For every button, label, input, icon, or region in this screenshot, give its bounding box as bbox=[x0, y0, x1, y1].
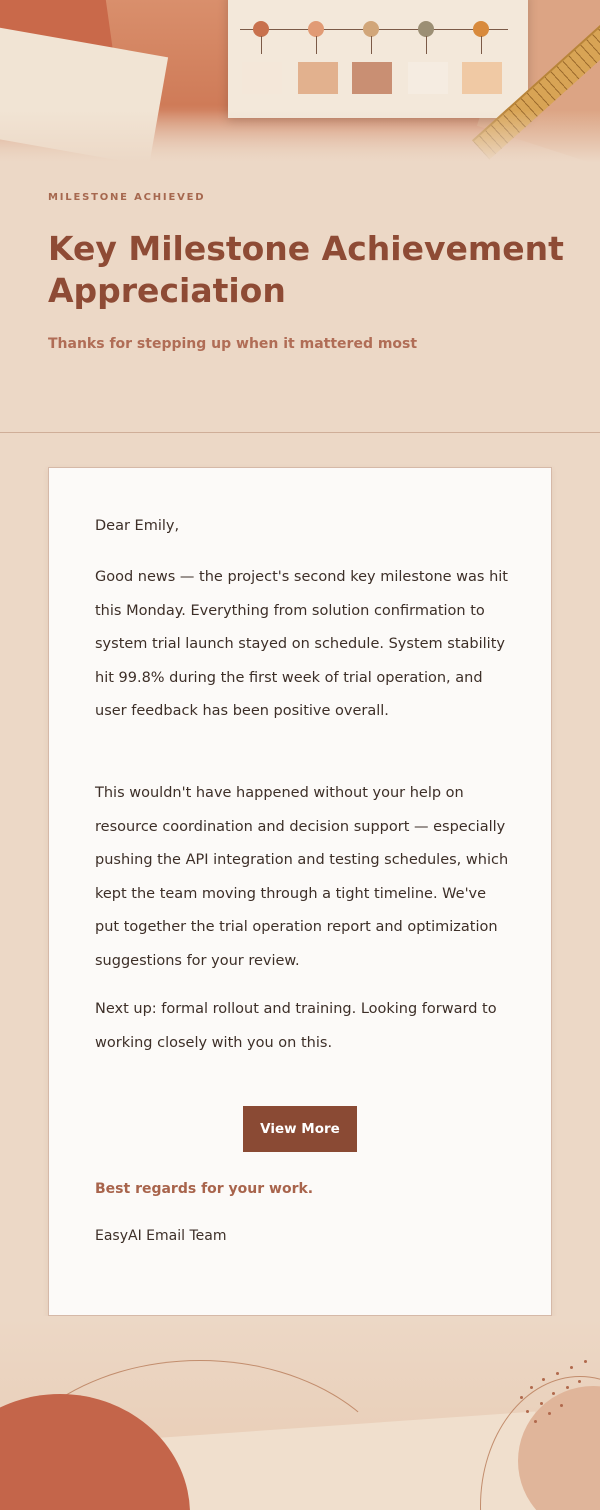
decorative-speck bbox=[566, 1386, 569, 1389]
page-subtitle: Thanks for stepping up when it mattered most bbox=[48, 336, 418, 352]
decorative-speck bbox=[530, 1386, 533, 1389]
timeline-dot bbox=[253, 21, 269, 37]
header-illustration bbox=[0, 0, 600, 175]
body-paragraph: This wouldn't have happened without your help on resource coordination and decision support — especially pushing the API integration and testing schedules, which kept the team moving through a tight timeline. We've put together the trial operation report and optimization suggestions for your review. bbox=[95, 785, 509, 969]
greeting: Dear Emily, bbox=[95, 518, 180, 534]
timeline-stem bbox=[316, 36, 317, 54]
color-swatch bbox=[462, 62, 502, 94]
timeline-stem bbox=[426, 36, 427, 54]
timeline-stem bbox=[481, 36, 482, 54]
decorative-speck bbox=[520, 1396, 523, 1399]
decorative-speck bbox=[534, 1420, 537, 1423]
decorative-speck bbox=[526, 1410, 529, 1413]
body-paragraph: Good news — the project's second key milestone was hit this Monday. Everything from solution confirmation to system trial launch stayed on schedule. System stability hit 99.8% during the first week of trial operation, and user feedback has been positive overall. bbox=[95, 569, 508, 719]
timeline-dot bbox=[308, 21, 324, 37]
page-title: Key Milestone Achievement Appreciation bbox=[48, 229, 564, 310]
banner-fade bbox=[0, 110, 600, 175]
decorative-speck bbox=[548, 1412, 551, 1415]
closing-regards: Best regards for your work. bbox=[95, 1181, 314, 1197]
timeline-dot bbox=[418, 21, 434, 37]
decorative-speck bbox=[560, 1404, 563, 1407]
body-paragraph: Next up: formal rollout and training. Looking forward to working closely with you on this. bbox=[95, 1001, 497, 1051]
letter-card bbox=[48, 467, 552, 1316]
timeline-dot bbox=[363, 21, 379, 37]
decorative-speck bbox=[542, 1378, 545, 1381]
color-swatch bbox=[352, 62, 392, 94]
color-swatch bbox=[242, 62, 282, 94]
decorative-speck bbox=[570, 1366, 573, 1369]
timeline-stem bbox=[261, 36, 262, 54]
section-divider bbox=[0, 432, 600, 433]
decorative-speck bbox=[552, 1392, 555, 1395]
timeline-dot bbox=[473, 21, 489, 37]
decorative-speck bbox=[540, 1402, 543, 1405]
decorative-arc bbox=[480, 1376, 600, 1510]
eyebrow-label: MILESTONE ACHIEVED bbox=[48, 192, 206, 203]
decorative-speck bbox=[584, 1360, 587, 1363]
view-more-button[interactable]: View More bbox=[243, 1106, 357, 1152]
decorative-speck bbox=[578, 1380, 581, 1383]
color-swatch bbox=[408, 62, 448, 94]
signature: EasyAI Email Team bbox=[95, 1228, 227, 1244]
timeline-card-illustration bbox=[228, 0, 528, 118]
footer-illustration bbox=[0, 1316, 600, 1510]
timeline-stem bbox=[371, 36, 372, 54]
decorative-speck bbox=[556, 1372, 559, 1375]
color-swatch bbox=[298, 62, 338, 94]
